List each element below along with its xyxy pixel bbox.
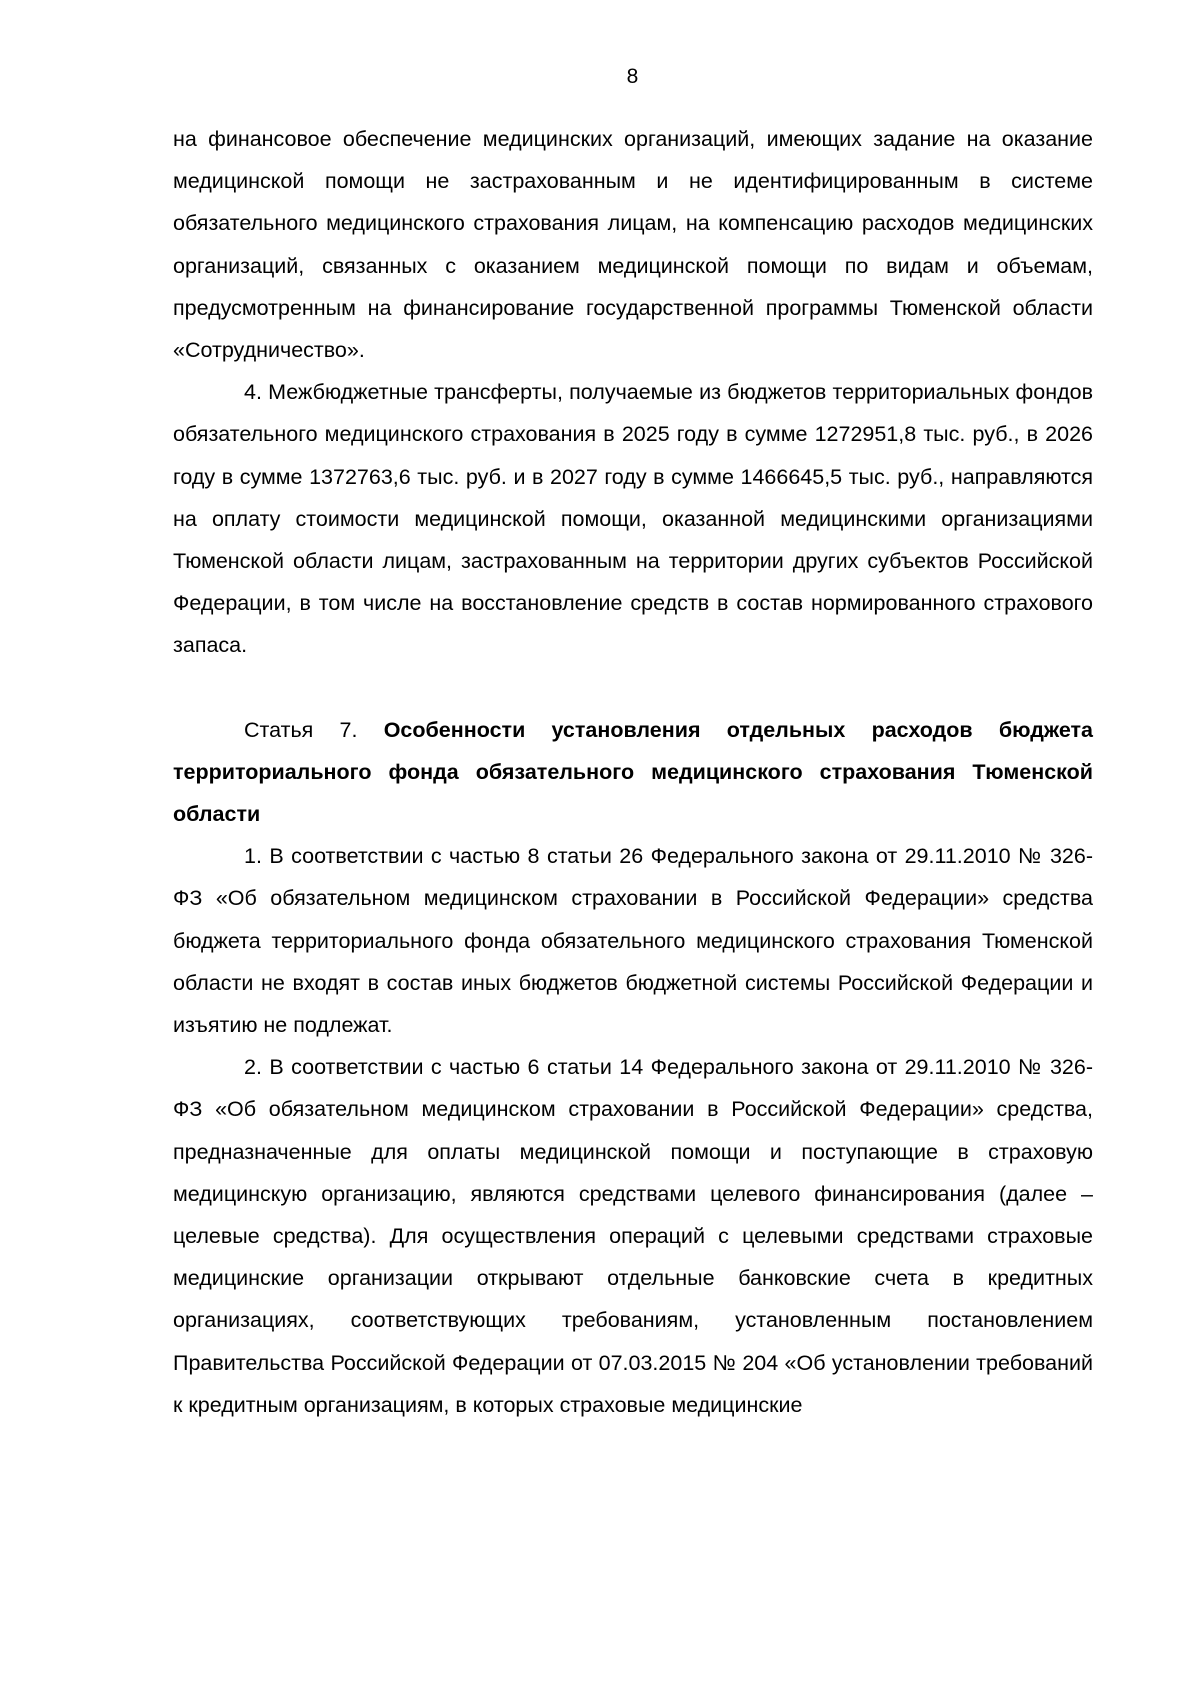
article-item-2: 2. В соответствии с частью 6 статьи 14 Федерального закона от 29.11.2010 № 326-ФЗ «Об обязательном медицинском страховании в Российской Федерации» средства, предназначенные для оплаты медицинской помощи и поступающие в страховую медицинскую организацию, являются средствами целевого финансирования (далее – целевые средства). Для осуществления операций с целевыми средствами страховые медицинские организации открывают отдельные банковские счета в кредитных организациях, соответствующих требованиям, установленным постановлением Правительства Российской Федерации от 07.03.2015 № 204 «Об установлении требований к кредитным организациям, в которых страховые медицинские [173, 1055, 1093, 1417]
article-label: Статья 7. [244, 717, 358, 742]
paragraph-continuation: на финансовое обеспечение медицинских организаций, имеющих задание на оказание медицинской помощи не застрахованным и не идентифицированным в системе обязательного медицинского страхования лицам, на компенсацию расходов медицинских организаций, связанных с оказанием медицинской помощи по видам и объемам, предусмотренным на финансирование государственной программы Тюменской области «Сотрудничество». [173, 127, 1093, 363]
article-item-1: 1. В соответствии с частью 8 статьи 26 Федерального закона от 29.11.2010 № 326-ФЗ «Об обязательном медицинском страховании в Российской Федерации» средства бюджета территориального фонда обязательного медицинского страхования Тюменской области не входят в состав иных бюджетов бюджетной системы Российской Федерации и изъятию не подлежат. [173, 844, 1093, 1038]
article-heading [173, 709, 1093, 836]
paragraph-item-4: 4. Межбюджетные трансферты, получаемые из бюджетов территориальных фондов обязательного медицинского страхования в 2025 году в сумме 1272951,8 тыс. руб., в 2026 году в сумме 1372763,6 тыс. руб. и в 2027 году в сумме 1466645,5 тыс. руб., направляются на оплату стоимости медицинской помощи, оказанной медицинскими организациями Тюменской области лицам, застрахованным на территории других субъектов Российской Федерации, в том числе на восстановление средств в состав нормированного страхового запаса. [173, 380, 1093, 658]
document-body [173, 118, 1093, 1426]
page-number: 8 [626, 65, 639, 88]
article-title: Особенности установления отдельных расходов бюджета территориального фонда обязательного медицинского страхования Тюменской области [173, 717, 1093, 827]
